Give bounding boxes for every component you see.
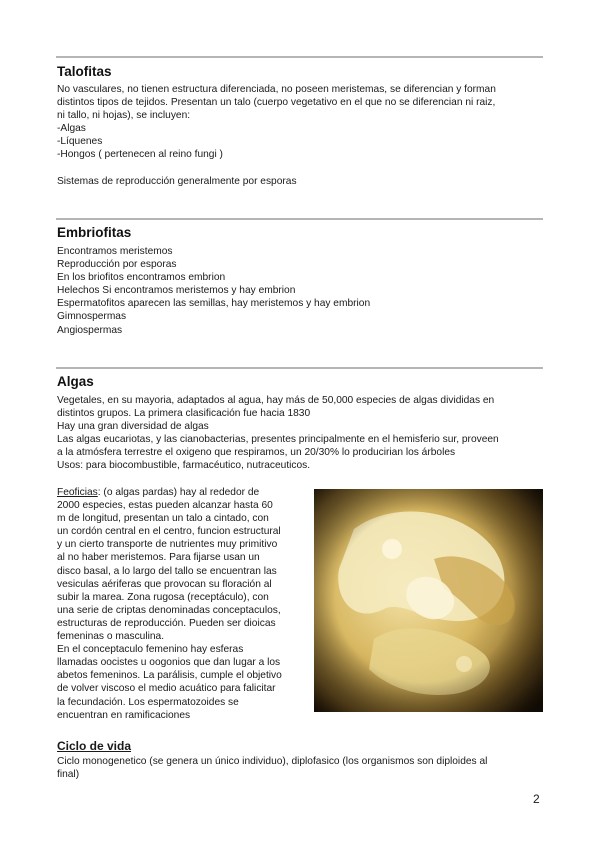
text-line: Las algas eucariotas, y las cianobacterias, presentes principalmente en el hemisferio sur, proveen (57, 434, 499, 446)
text-line: de volver viscoso el medio acuático para falicitar (57, 683, 276, 695)
algae-microscope-photo (314, 489, 543, 712)
paragraph-ciclo-de-vida (57, 755, 543, 781)
paragraph-algas (57, 394, 543, 473)
text-line: m de longitud, presentan un talo a cintado, con (57, 513, 269, 525)
text-line: Reproducción por esporas (57, 259, 177, 271)
heading-embriofitas: Embriofitas (57, 225, 132, 240)
paragraph-talofitas (57, 83, 543, 188)
text-line: distintos grupos. La primera clasificación fue hacia 1830 (57, 408, 311, 420)
text-line: -Hongos ( pertenecen al reino fungi ) (57, 149, 223, 161)
text-line: a la atmósfera terrestre el oxigeno que respiramos, un 20/30% lo producirian los árboles (57, 447, 456, 459)
text-line: femeninas o masculina. (57, 631, 165, 643)
text-line: Usos: para biocombustible, farmacéutico, nutraceuticos. (57, 460, 311, 472)
text-line: Ciclo monogenetico (se genera un único individuo), diplofasico (los organismos son diploides al (57, 756, 488, 767)
text-line: No vasculares, no tienen estructura diferenciada, no poseen meristemas, se diferencian y forman (57, 84, 496, 95)
text-line: En los briofitos encontramos embrion (57, 272, 226, 284)
algae-photo-drawing (314, 489, 543, 712)
text-line: la fecundación. Los espermatozoides se (57, 696, 239, 708)
heading-talofitas: Talofitas (57, 64, 112, 79)
text-line: 2000 especies, estas pueden alcanzar hasta 60 (57, 500, 273, 512)
paragraph-feoficias (57, 486, 307, 722)
text-line: encuentran en ramificaciones (57, 709, 191, 721)
text-line: estructuras de reproducción. Pueden ser dioicas (57, 617, 276, 629)
text-line: Encontramos meristemos (57, 246, 173, 257)
text-line: Angiospermas (57, 324, 123, 336)
text-line: -Líquenes (57, 136, 103, 148)
divider-algas (56, 367, 543, 369)
text-line: Sistemas de reproducción generalmente por esporas (57, 175, 297, 187)
text-line: vesiculas aériferas que provocan su floración al (57, 578, 272, 590)
text-line: final) (57, 769, 80, 781)
text-line: -Algas (57, 123, 86, 135)
text-line-blank (57, 162, 543, 175)
text-line: Espermatofitos aparecen las semillas, hay meristemos y hay embrion (57, 298, 371, 310)
heading-algas: Algas (57, 374, 94, 389)
text-line: abetos femeninos. La parálisis, cumple el objetivo (57, 670, 282, 682)
text-line: ni tallo, ni hojas), se incluyen: (57, 110, 191, 122)
heading-ciclo-de-vida: Ciclo de vida (57, 739, 132, 753)
divider-embriofitas (56, 218, 543, 220)
text-line: Hay una gran diversidad de algas (57, 421, 209, 433)
term-feoficias: Feoficias (57, 487, 98, 498)
divider-talofitas (56, 56, 543, 58)
paragraph-embriofitas (57, 245, 543, 337)
text-line: Vegetales, en su mayoria, adaptados al agua, hay más de 50,000 especies de algas divididas en (57, 395, 495, 406)
text-line: disco basal, a lo largo del tallo se encuentran las (57, 565, 277, 577)
term-definition: : (o algas pardas) hay al rededor de (97, 487, 260, 498)
page-number: 2 (533, 792, 540, 806)
text-line (57, 486, 307, 499)
text-line: Gimnospermas (57, 311, 127, 323)
text-line: un cordón central en el centro, funcion estructural (57, 526, 281, 538)
text-line: Helechos Si encontramos meristemos y hay embrion (57, 285, 296, 297)
text-line: distintos tipos de tejidos. Presentan un talo (cuerpo vegetativo en el que no se diferencian ni raiz, (57, 97, 496, 109)
text-line: subir la marea. Zona rugosa (receptáculo), con (57, 591, 269, 603)
text-line: una serie de criptas denominadas conceptaculos, (57, 604, 281, 616)
text-line: llamadas oocistes u oogonios que dan lugar a los (57, 657, 281, 669)
text-line: y un cierto transporte de nutrientes muy primitivo (57, 539, 278, 551)
text-line: al no haber meristemos. Para fijarse usan un (57, 552, 260, 564)
text-line: En el conceptaculo femenino hay esferas (57, 644, 244, 656)
